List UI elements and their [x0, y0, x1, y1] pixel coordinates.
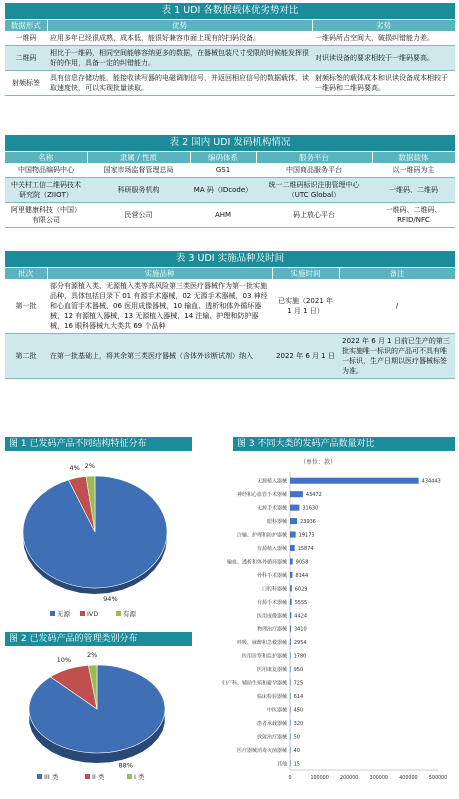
fig1-legend-label: 有源 — [123, 610, 136, 618]
fig2-title: 图 2 已发码产品的管理类别分布 — [5, 632, 192, 646]
fig1-pie-chart — [5, 452, 195, 630]
table3-title: 表 3 UDI 实施品种及时间 — [5, 251, 455, 267]
table-cell: 以一维码为主 — [372, 163, 455, 178]
fig3-bar — [290, 585, 292, 591]
fig3-bar — [290, 639, 291, 645]
fig3-value-label: 31630 — [302, 505, 319, 512]
table3-header-cell: 实施品种 — [47, 268, 272, 279]
table-cell: 第二批 — [5, 334, 47, 379]
fig3-category-label: 无源手术器械 — [256, 505, 287, 512]
fig1-legend-swatch — [50, 611, 55, 616]
table-cell: 部分有源植入类、无源植入类等高风险第三类医疗器械作为第一批实施品种，具体包括目录下 01 有源手术器械，02 无源手术器械，03 神经和心血管手术器械，06 医用成像器械，10 输血、透析和体外循环器械，12 有源植入器械，13 无源植入器械，14 注输、护理和防护器械，16 眼科器械九大类共 69 个品种 — [47, 279, 272, 334]
table-row — [5, 71, 455, 96]
table1-header-row — [5, 20, 455, 31]
fig3-tick-label: 200000 — [340, 776, 359, 781]
fig2-pie-chart — [5, 647, 195, 797]
fig3-value-label: 9058 — [295, 559, 309, 566]
table-cell: 第一批 — [5, 279, 47, 334]
fig3-value-label: 5555 — [294, 599, 308, 606]
table-cell: 已实施（2021 年 1 月 1 日） — [272, 279, 339, 334]
table-cell: 中关村工信二维码技术研究院（ZIIOT） — [5, 178, 87, 203]
fig3-value-label: 450 — [293, 707, 304, 714]
fig3-bar — [290, 653, 291, 659]
table-row — [5, 163, 455, 178]
fig3-category-label: 其他 — [276, 761, 287, 768]
fig3-value-label: 15 — [293, 761, 300, 768]
table1-header-cell: 劣势 — [312, 20, 455, 31]
table-cell: 中国物品编码中心 — [5, 163, 87, 178]
fig3-category-label: 无源植入器械 — [256, 478, 287, 485]
fig3-tick-label: 500000 — [428, 776, 448, 781]
fig3-bar — [290, 693, 291, 699]
table-cell: 民营公司 — [87, 203, 190, 228]
table-cell: 一维码、二维码 — [372, 178, 455, 203]
fig3-value-label: 6029 — [294, 586, 308, 593]
table-row — [5, 31, 455, 46]
table2-header-cell: 隶属 / 性质 — [87, 152, 190, 163]
fig3-value-label: 50 — [293, 734, 300, 741]
fig3-category-label: 物理治疗器械 — [256, 626, 287, 633]
table-cell: 一维码、二维码、RFID/NFC — [372, 203, 455, 228]
fig3-bar — [290, 626, 291, 632]
fig3-bar — [290, 720, 291, 726]
table1-header-cell: 数据形式 — [5, 20, 47, 31]
fig3-category-label: 医用成像器械 — [256, 613, 287, 620]
fig3-category-label: 患者承载器械 — [256, 720, 287, 727]
fig3-title: 图 3 不同大类的发码产品数量对比 — [233, 437, 455, 451]
fig1-slice-label: 94% — [103, 594, 118, 603]
table-cell: 一维码所占空间大，破损纠错能力差。 — [312, 31, 455, 46]
table2-header-cell: 服务平台 — [256, 152, 372, 163]
fig3-category-label: 骨科手术器械 — [256, 572, 287, 579]
fig3-bar — [290, 747, 291, 753]
fig3-tick-label: 400000 — [399, 776, 418, 781]
fig3-category-label: 注输、护理和防护器械 — [236, 532, 287, 539]
fig3-value-label: 4424 — [294, 613, 308, 620]
fig3-value-label: 3410 — [294, 626, 307, 633]
fig3-tick-label: 300000 — [369, 776, 388, 781]
fig3-bar — [290, 680, 291, 686]
table2 — [5, 152, 456, 228]
table-cell: 射频标签的载体成本和识读设备成本相较于一维码和二维码要高。 — [312, 71, 455, 96]
fig1-legend-label: 无源 — [57, 610, 70, 618]
fig3-category-label: 医用诊察和监护器械 — [241, 653, 287, 660]
fig3-category-label: 有源植入器械 — [256, 546, 287, 552]
fig3-value-label: 15874 — [297, 546, 314, 552]
table-row — [5, 46, 455, 71]
table-cell: 应用多年已经很成熟，成本低，能很好兼容市面上现有的扫码设备。 — [47, 31, 312, 46]
fig1-legend-label: IVD — [87, 610, 99, 618]
fig3-bar — [290, 760, 291, 766]
table-cell: AHM — [190, 203, 256, 228]
fig3-category-label: 有源手术器械 — [256, 599, 287, 606]
table-row — [5, 203, 455, 228]
fig3-category-label: 呼吸、麻醉和急救器械 — [236, 640, 287, 647]
fig1-slice-label: 2% — [84, 462, 96, 471]
fig3-category-label: 临床检验器械 — [256, 694, 287, 700]
fig3-bar — [290, 478, 419, 484]
table-cell: 相比于一维码，相同空间能够容纳更多的数据，在器械包装尺寸受限的时候能发挥很好的作用，具备一定的纠错能力。 — [47, 46, 312, 71]
fig3-bar — [290, 666, 291, 672]
fig3-bar — [290, 518, 297, 524]
fig3-bar-chart — [200, 452, 457, 797]
table3-header-cell: 批次 — [5, 268, 47, 279]
table-cell: 统一二维码标识注册管理中心（UTC Global） — [256, 178, 372, 203]
table3-header-cell: 备注 — [339, 268, 455, 279]
fig2-slice-label: 2% — [86, 651, 98, 660]
fig3-bar — [290, 612, 291, 618]
table-row — [5, 334, 455, 379]
fig3-value-label: 23936 — [300, 519, 316, 526]
fig3-category-label: 口腔科器械 — [261, 586, 287, 593]
fig3-category-label: 医疗器械消毒灭菌器械 — [236, 747, 287, 754]
table-row — [5, 178, 455, 203]
table3-header-cell: 实施时间 — [272, 268, 339, 279]
fig3-value-label: 725 — [293, 680, 304, 687]
fig3-value-label: 19173 — [298, 532, 315, 539]
table-row — [5, 279, 455, 334]
fig2-legend-swatch — [85, 774, 90, 779]
fig3-category-label: 放射治疗器械 — [256, 734, 287, 741]
fig3-bar — [290, 558, 293, 564]
table-cell: 对识读设备的要求相较于一维码要高。 — [312, 46, 455, 71]
fig2-legend-swatch — [37, 774, 42, 779]
fig2-legend-swatch — [127, 774, 132, 779]
table-cell: MA 码（IDcode） — [190, 178, 256, 203]
fig3-tick-label: 0 — [288, 776, 292, 781]
fig1-legend-swatch — [116, 611, 121, 616]
table-cell: 码上放心平台 — [256, 203, 372, 228]
table-cell: 国家市场监督管理总局 — [87, 163, 190, 178]
table-cell: 2022 年 6 月 1 日 — [272, 334, 339, 379]
fig3-bar — [290, 545, 295, 551]
fig3-value-label: 950 — [293, 667, 304, 674]
table1-title: 表 1 UDI 各数据载体优劣势对比 — [5, 3, 455, 19]
fig1-title: 图 1 已发码产品不同结构特征分布 — [5, 437, 192, 451]
table2-header-row — [5, 152, 455, 163]
fig3-unit-label: （单位：款） — [299, 459, 337, 466]
table-cell: 2022 年 6 月 1 日前已生产的第三批实施唯一标识的产品可不具有唯一标识，生产日期以医疗器械标签为准。 — [339, 334, 455, 379]
fig3-bar — [290, 505, 299, 511]
table-cell: 中国商品服务平台 — [256, 163, 372, 178]
fig3-value-label: 8144 — [295, 572, 309, 579]
fig3-category-label: 医用康复器械 — [256, 667, 287, 674]
fig3-bar — [290, 491, 303, 497]
fig3-bar — [290, 599, 292, 605]
fig3-category-label: 妇产科、辅助生殖和避孕器械 — [221, 680, 287, 687]
fig3-value-label: 43472 — [305, 492, 322, 499]
fig2-legend-label: I 类 — [134, 773, 145, 781]
table3 — [5, 268, 456, 379]
table1 — [5, 20, 456, 96]
fig2-legend-label: III 类 — [44, 773, 59, 781]
table-cell: 具有信息存储功能，能接收读写器的电磁调制信号，并返回相应信号的数据载体，读取速度快，可以实现批量读取。 — [47, 71, 312, 96]
fig1-slice-label: 4% — [69, 464, 80, 472]
table2-header-cell: 名称 — [5, 152, 87, 163]
table2-title: 表 2 国内 UDI 发码机构情况 — [5, 135, 455, 151]
fig3-value-label: 614 — [293, 694, 304, 700]
table1-header-cell: 优势 — [47, 20, 312, 31]
table-cell: / — [339, 279, 455, 334]
table-cell: 一维码 — [5, 31, 47, 46]
table2-header-cell: 编码体系 — [190, 152, 256, 163]
fig3-category-label: 输血、透析和体外循环器械 — [226, 559, 287, 566]
table-cell: 二维码 — [5, 46, 47, 71]
fig2-legend-label: II 类 — [92, 773, 105, 781]
fig3-value-label: 320 — [293, 720, 304, 727]
fig3-category-label: 神经和心血管手术器械 — [236, 492, 287, 499]
fig3-value-label: 1780 — [293, 653, 307, 660]
table2-header-cell: 数据载体 — [372, 152, 455, 163]
fig2-slice-label: 10% — [56, 655, 72, 664]
table3-header-row — [5, 268, 455, 279]
table-cell: 阿里健康科技（中国）有限公司 — [5, 203, 87, 228]
table-cell: GS1 — [190, 163, 256, 178]
fig3-category-label: 中医器械 — [266, 707, 287, 714]
fig2-slice-label: 88% — [118, 761, 133, 770]
fig3-bar — [290, 706, 291, 712]
fig3-bar — [290, 572, 292, 578]
fig3-value-label: 40 — [293, 747, 300, 754]
fig3-value-label: 434443 — [421, 478, 441, 485]
table-cell: 在第一批基础上，将其余第三类医疗器械（含体外诊断试剂）纳入 — [47, 334, 272, 379]
fig3-bar — [290, 733, 291, 739]
fig3-tick-label: 100000 — [310, 776, 329, 781]
fig1-legend-swatch — [80, 611, 85, 616]
table-cell: 射频标签 — [5, 71, 47, 96]
fig3-value-label: 2954 — [293, 640, 307, 647]
fig3-category-label: 眼科器械 — [266, 519, 287, 526]
fig3-bar — [290, 532, 296, 538]
table-cell: 科研服务机构 — [87, 178, 190, 203]
